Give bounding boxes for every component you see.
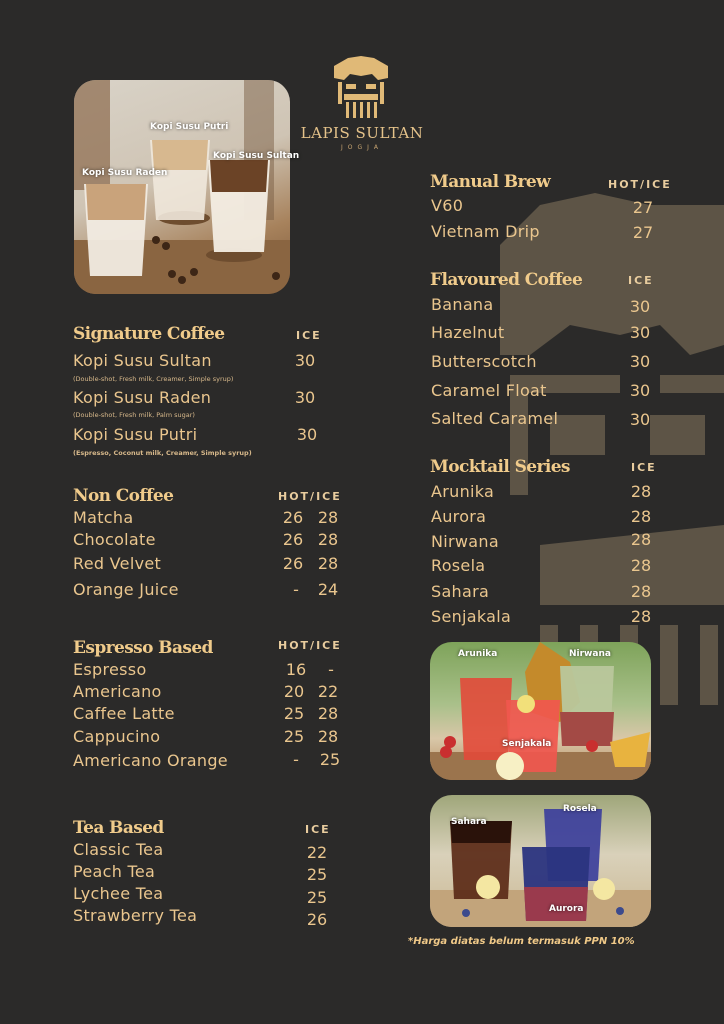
item-price: 30: [629, 410, 651, 429]
item-name: Red Velvet: [73, 554, 162, 573]
item-name: Vietnam Drip: [431, 222, 540, 241]
photo-label-nirwana: Nirwana: [569, 649, 611, 659]
mocktail-photo-top: [430, 642, 651, 780]
item-price-ice: 28: [317, 554, 339, 573]
photo-label-arunika: Arunika: [458, 649, 498, 659]
section-title-noncoffee: Non Coffee: [73, 486, 174, 506]
item-name: Kopi Susu Putri: [73, 425, 198, 444]
item-name: Aurora: [431, 507, 487, 526]
item-price-hot: 16: [285, 660, 307, 679]
item-price: 22: [306, 843, 328, 862]
item-price-hot: -: [293, 750, 299, 769]
item-name: Classic Tea: [73, 840, 164, 859]
item-price: 30: [629, 297, 651, 316]
item-name: V60: [431, 196, 464, 215]
item-price-hot: 20: [283, 682, 305, 701]
item-price: 30: [294, 351, 316, 370]
item-price-ice: 28: [317, 508, 339, 527]
tax-footnote: *Harga diatas belum termasuk PPN 10%: [408, 936, 635, 947]
section-title-manual: Manual Brew: [430, 172, 551, 192]
item-price: 28: [630, 556, 652, 575]
item-price-ice: 24: [317, 580, 339, 599]
item-price: 30: [629, 352, 651, 371]
item-price: 26: [306, 910, 328, 929]
item-price: 30: [629, 323, 651, 342]
item-price: 30: [296, 425, 318, 444]
col-head-flavoured: ICE: [628, 274, 654, 287]
brand-logo-icon: [326, 56, 396, 120]
item-price: 25: [306, 888, 328, 907]
item-note: (Double-shot, Fresh milk, Palm sugar): [73, 411, 195, 419]
item-note: (Double-shot, Fresh milk, Creamer, Simple syrup): [73, 375, 234, 383]
item-name: Salted Caramel: [431, 409, 559, 428]
item-price: 27: [632, 223, 654, 242]
item-price: 30: [294, 388, 316, 407]
item-price-ice: -: [328, 660, 334, 679]
item-name: Kopi Susu Sultan: [73, 351, 212, 370]
item-name: Americano: [73, 682, 162, 701]
col-head-manual: HOT/ICE: [608, 178, 672, 191]
item-price: 30: [629, 381, 651, 400]
item-name: Lychee Tea: [73, 884, 164, 903]
item-price: 28: [630, 482, 652, 501]
item-price: 25: [306, 865, 328, 884]
item-price-ice: 28: [317, 530, 339, 549]
item-price-hot: 25: [283, 704, 305, 723]
item-name: Orange Juice: [73, 580, 179, 599]
item-name: Chocolate: [73, 530, 156, 549]
item-name: Arunika: [431, 482, 495, 501]
item-name: Matcha: [73, 508, 134, 527]
item-name: Caramel Float: [431, 381, 547, 400]
item-name: Strawberry Tea: [73, 906, 198, 925]
item-price-ice: 22: [317, 682, 339, 701]
item-price-hot: 26: [282, 554, 304, 573]
photo-label-kopi-susu-sultan: Kopi Susu Sultan: [213, 151, 300, 161]
col-head-mocktail: ICE: [631, 461, 657, 474]
item-price-hot: 26: [282, 530, 304, 549]
item-note: (Espresso, Coconut milk, Creamer, Simple syrup): [73, 449, 252, 457]
section-title-mocktail: Mocktail Series: [430, 457, 570, 477]
item-price: 28: [630, 507, 652, 526]
item-name: Peach Tea: [73, 862, 156, 881]
col-head-tea: ICE: [305, 823, 331, 836]
item-name: Espresso: [73, 660, 147, 679]
section-title-signature: Signature Coffee: [73, 324, 225, 344]
item-price-ice: 28: [317, 727, 339, 746]
item-name: Cappucino: [73, 727, 161, 746]
item-price: 27: [632, 198, 654, 217]
brand-name: LAPIS SULTAN: [300, 124, 424, 142]
col-head-signature: ICE: [296, 329, 322, 342]
item-price-ice: 25: [319, 750, 341, 769]
photo-label-senjakala: Senjakala: [502, 739, 552, 749]
bearded-man-watermark-icon: [500, 185, 724, 705]
item-price: 28: [630, 607, 652, 626]
item-name: Caffee Latte: [73, 704, 175, 723]
coffee-cups-illustration: [74, 80, 290, 294]
mocktail-glasses-illustration: [430, 642, 651, 780]
item-name: Butterscotch: [431, 352, 537, 371]
photo-label-kopi-susu-putri: Kopi Susu Putri: [150, 122, 229, 132]
photo-label-rosela: Rosela: [563, 804, 597, 814]
item-price: 28: [630, 582, 652, 601]
item-price-hot: -: [293, 580, 299, 599]
item-name: Senjakala: [431, 607, 512, 626]
coffee-photo: [74, 80, 290, 294]
col-head-noncoffee: HOT/ICE: [278, 490, 342, 503]
section-title-tea: Tea Based: [73, 818, 164, 838]
item-name: Banana: [431, 295, 494, 314]
item-price-hot: 26: [282, 508, 304, 527]
item-name: Kopi Susu Raden: [73, 388, 212, 407]
item-price-hot: 25: [283, 727, 305, 746]
col-head-espresso: HOT/ICE: [278, 639, 342, 652]
photo-label-kopi-susu-raden: Kopi Susu Raden: [82, 168, 168, 178]
photo-label-aurora: Aurora: [549, 904, 584, 914]
section-title-espresso: Espresso Based: [73, 638, 213, 658]
item-price: 28: [630, 530, 652, 549]
item-name: Sahara: [431, 582, 490, 601]
section-title-flavoured: Flavoured Coffee: [430, 270, 583, 290]
item-price-ice: 28: [317, 704, 339, 723]
brand-city: JOGJA: [341, 144, 383, 151]
photo-label-sahara: Sahara: [451, 817, 487, 827]
mocktail-glasses-illustration-2: [430, 795, 651, 927]
item-name: Rosela: [431, 556, 486, 575]
mocktail-photo-bottom: [430, 795, 651, 927]
item-name: Nirwana: [431, 532, 499, 551]
item-name: Hazelnut: [431, 323, 505, 342]
item-name: Americano Orange: [73, 751, 228, 770]
